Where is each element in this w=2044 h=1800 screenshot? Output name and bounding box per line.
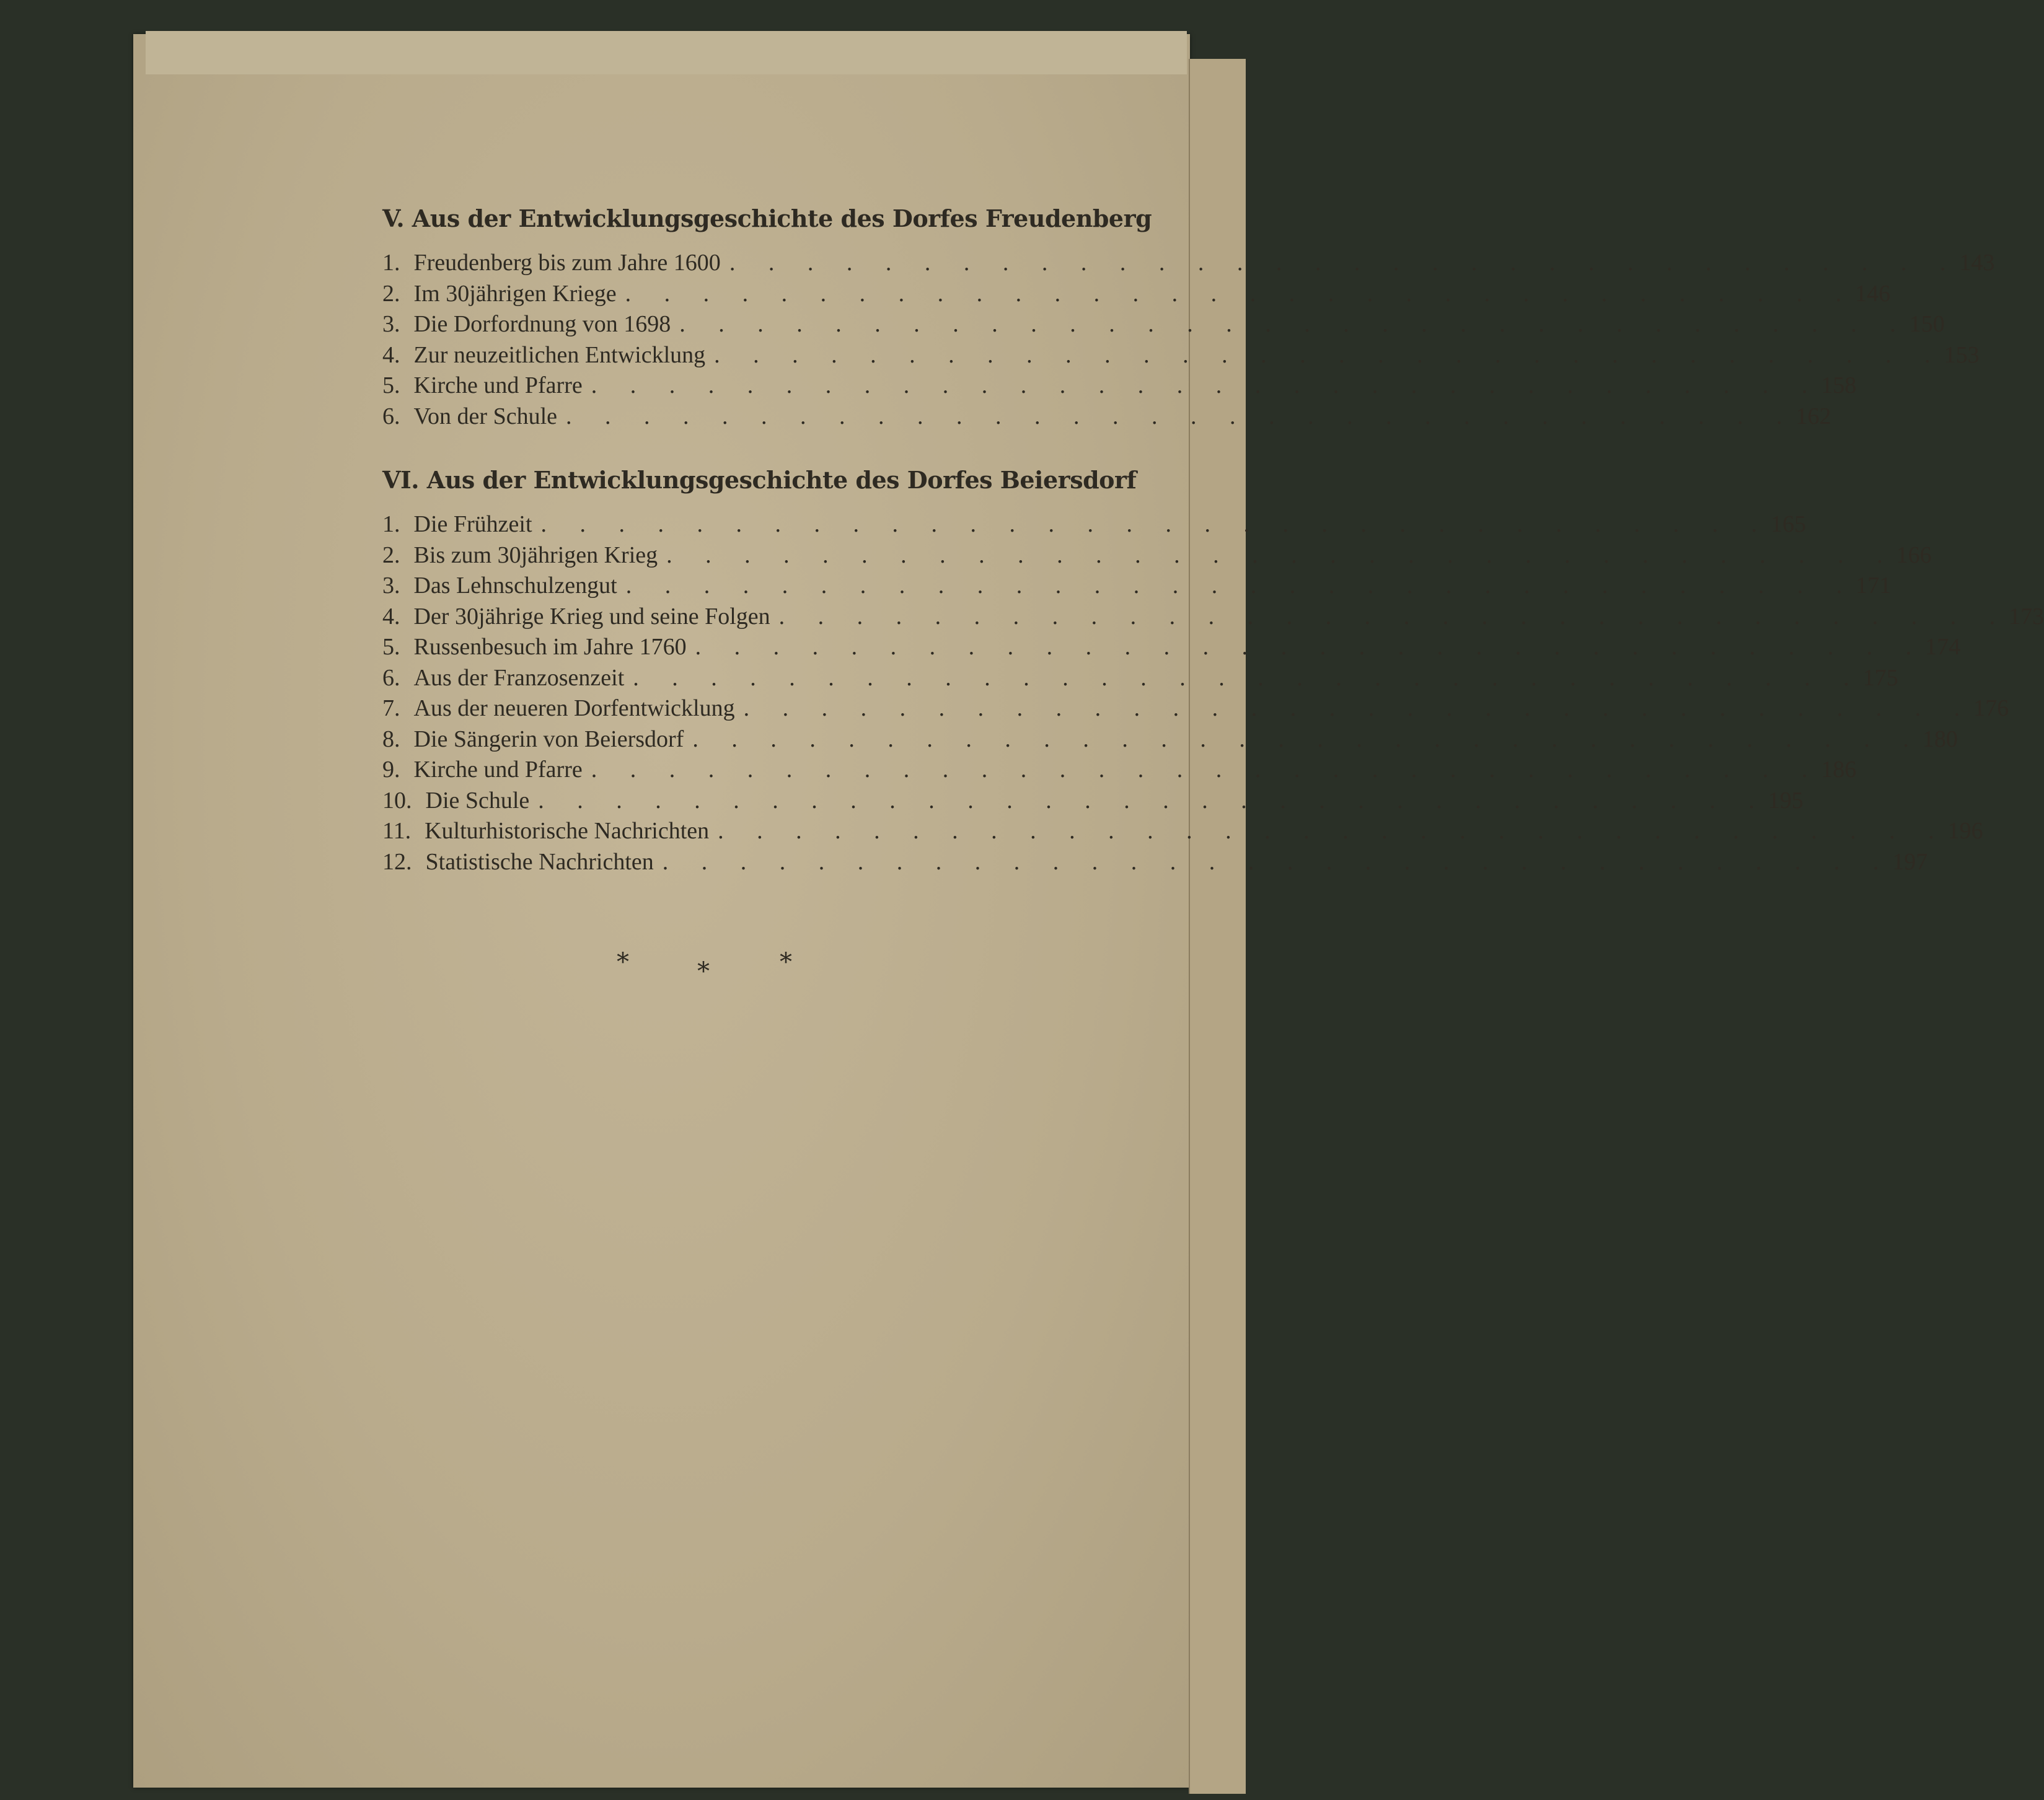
toc-entry xyxy=(382,817,1983,848)
entry-page-number: 158 xyxy=(1821,372,1857,398)
entry-number: 9. xyxy=(382,757,400,783)
entry-page-number: 171 xyxy=(1856,573,1892,599)
entry-number: 6. xyxy=(382,664,400,691)
entry-number: 4. xyxy=(382,603,400,630)
dot-leader: . . . . . . . . . . . . . . . . . . . . . . . . . . . . . . . . xyxy=(695,634,1926,660)
entry-page-number: 165 xyxy=(1771,511,1807,537)
toc-entry xyxy=(382,695,2009,726)
entry-number: 1. xyxy=(382,250,400,276)
entry-title: Kirche und Pfarre xyxy=(413,757,583,783)
entry-number: 5. xyxy=(382,372,400,398)
toc-entry xyxy=(382,572,1892,603)
toc-entry xyxy=(382,280,1891,311)
toc-section-v xyxy=(382,204,1995,433)
entry-page-number: 173 xyxy=(2009,603,2044,630)
toc-entry xyxy=(382,603,2044,634)
dot-leader: . . . . . . . . . . . . . . . . . . . . . . . . . . . . . . . . xyxy=(679,311,1910,337)
dot-leader: . . . . . . . . . . . . . . . . . . . . . . . . . . . . . . . . xyxy=(591,757,1822,783)
entry-page-number: 153 xyxy=(1944,341,1980,368)
entry-title: Das Lehnschulzengut xyxy=(413,573,617,599)
entry-title: Die Dorfordnung von 1698 xyxy=(413,311,671,337)
entry-number: 6. xyxy=(382,403,400,429)
entry-title: Die Frühzeit xyxy=(413,511,532,537)
dot-leader: . . . . . . . . . . . . . . . . . . . . . . . . . . . . . . . . xyxy=(743,695,1974,721)
toc-entry xyxy=(382,249,1995,280)
entry-page-number: 150 xyxy=(1909,311,1945,337)
ornament-star: * xyxy=(697,957,710,986)
dot-leader: . . . . . . . . . . . . . . . . . . . . . . . . . . . . . . . . xyxy=(718,818,1948,844)
entry-page-number: 175 xyxy=(1862,664,1898,691)
entry-number: 2. xyxy=(382,542,400,568)
entry-number: 2. xyxy=(382,280,400,307)
dot-leader: . . . . . . . . . . . . . . . . . . . . . . . . . . . . . . . . xyxy=(538,787,1768,814)
dot-leader: . . . . . . . . . . . . . . . . . . . . . . . . . . . . . . . . xyxy=(692,726,1923,752)
dot-leader: . . . . . . . . . . . . . . . . . . . . . . . . . . . . . . . . xyxy=(625,280,1856,307)
entry-title: Bis zum 30jährigen Krieg xyxy=(413,542,658,568)
entry-title: Die Schule xyxy=(425,787,530,814)
dot-leader: . . . . . . . . . . . . . . . . . . . . . . . . . . . . . . . . xyxy=(666,542,1896,568)
entry-title: Die Sängerin von Beiersdorf xyxy=(413,726,684,752)
entry-number: 11. xyxy=(382,818,412,844)
entry-number: 8. xyxy=(382,726,400,752)
toc-entry xyxy=(382,633,1961,664)
ornament-star: * xyxy=(617,948,629,977)
entry-title: Zur neuzeitlichen Entwicklung xyxy=(413,341,706,368)
dot-leader: . . . . . . . . . . . . . . . . . . . . . . . . . . . . . . . . xyxy=(633,664,1863,691)
entry-page-number: 180 xyxy=(1922,726,1958,752)
entry-page-number: 195 xyxy=(1768,787,1804,814)
entry-page-number: 146 xyxy=(1855,280,1891,307)
entry-page-number: 166 xyxy=(1896,542,1932,568)
toc-entry xyxy=(382,403,1831,434)
entry-number: 4. xyxy=(382,341,400,368)
entry-title: Aus der Franzosenzeit xyxy=(413,664,625,691)
entry-number: 5. xyxy=(382,634,400,660)
entry-title: Aus der neueren Dorfentwicklung xyxy=(413,695,735,721)
dot-leader: . . . . . . . . . . . . . . . . . . . . . . . . . . . . . . . . xyxy=(625,573,1856,599)
entry-title: Kirche und Pfarre xyxy=(413,372,583,398)
toc-entry xyxy=(382,310,1945,341)
entry-page-number: 197 xyxy=(1892,848,1928,875)
dot-leader: . . . . . . . . . . . . . . . . . . . . . . . . . . . . . . . . xyxy=(778,603,2009,630)
entry-number: 1. xyxy=(382,511,400,537)
entry-title: Von der Schule xyxy=(413,403,557,429)
toc-entry xyxy=(382,511,1807,542)
page-top-edge xyxy=(146,31,1187,74)
toc-entry xyxy=(382,542,1932,573)
toc-entry xyxy=(382,664,1898,695)
entry-number: 10. xyxy=(382,787,412,814)
entry-number: 3. xyxy=(382,311,400,337)
toc-entry xyxy=(382,848,1928,879)
dot-leader: . . . . . . . . . . . . . . . . . . . . . . . . . . . . . . . . xyxy=(729,250,1960,276)
dot-leader: . . . . . . . . . . . . . . . . . . . . . . . . . . . . . . . . xyxy=(540,511,1771,537)
entry-page-number: 196 xyxy=(1947,818,1983,844)
entry-title: Freudenberg bis zum Jahre 1600 xyxy=(413,250,721,276)
entry-title: Russenbesuch im Jahre 1760 xyxy=(413,634,687,660)
ornament-star: * xyxy=(780,948,792,977)
section-heading: V. Aus der Entwicklungsgeschichte des Dorfes Freudenberg xyxy=(382,204,1152,232)
entry-page-number: 176 xyxy=(1973,695,2009,721)
toc-entry xyxy=(382,787,1804,818)
entry-number: 12. xyxy=(382,848,412,875)
toc-entry xyxy=(382,726,1958,757)
toc-section-vi xyxy=(382,466,2044,879)
entry-title: Im 30jährigen Kriege xyxy=(413,280,617,307)
entry-page-number: 162 xyxy=(1795,403,1831,429)
entry-title: Statistische Nachrichten xyxy=(425,848,654,875)
dot-leader: . . . . . . . . . . . . . . . . . . . . . . . . . . . . . . . . xyxy=(662,848,1893,875)
entry-number: 3. xyxy=(382,573,400,599)
entry-title: Der 30jährige Krieg und seine Folgen xyxy=(413,603,770,630)
entry-title: Kulturhistorische Nachrichten xyxy=(425,818,710,844)
entry-page-number: 174 xyxy=(1925,634,1961,660)
section-heading: VI. Aus der Entwicklungsgeschichte des Dorfes Beiersdorf xyxy=(382,466,1137,494)
dot-leader: . . . . . . . . . . . . . . . . . . . . . . . . . . . . . . . . xyxy=(566,403,1796,429)
dot-leader: . . . . . . . . . . . . . . . . . . . . . . . . . . . . . . . . xyxy=(714,341,1944,368)
toc-entry xyxy=(382,372,1857,403)
entry-page-number: 143 xyxy=(1959,250,1995,276)
toc-entry xyxy=(382,756,1857,787)
entry-number: 7. xyxy=(382,695,400,721)
entry-page-number: 186 xyxy=(1821,757,1857,783)
toc-entry xyxy=(382,341,1980,372)
dot-leader: . . . . . . . . . . . . . . . . . . . . . . . . . . . . . . . . xyxy=(591,372,1822,398)
